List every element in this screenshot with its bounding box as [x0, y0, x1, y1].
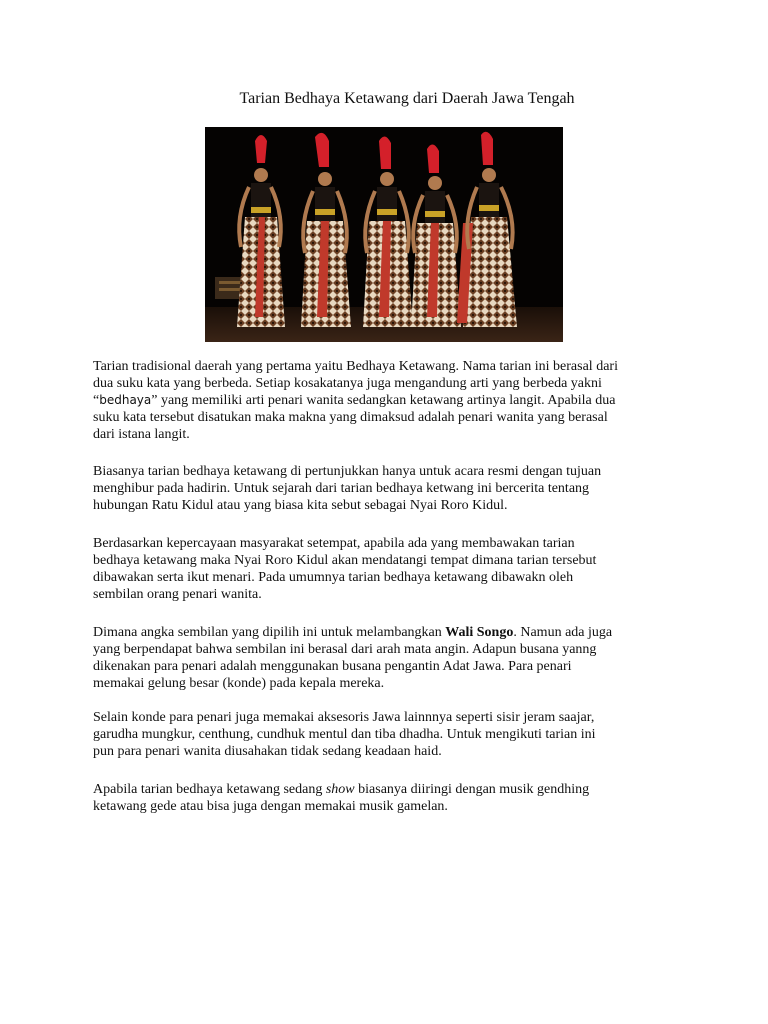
paragraph-4-line-3: dikenakan para penari adalah menggunakan busana pengantin Adat Jawa. Para penari: [93, 659, 572, 674]
paragraph-6: [93, 781, 693, 815]
paragraph-3-line-1: Berdasarkan kepercayaan masyarakat setempat, apabila ada yang membawakan tarian: [93, 536, 575, 551]
paragraph-3-line-4: sembilan orang penari wanita.: [93, 587, 262, 602]
paragraph-4-line-1: [93, 624, 693, 641]
show-term: show: [325, 782, 355, 797]
paragraph-2-line-3: hubungan Ratu Kidul atau yang biasa kita sebut sebagai Nyai Roro Kidul.: [93, 498, 508, 513]
paragraph-4-line-4: memakai gelung besar (konde) pada kepala mereka.: [93, 676, 385, 691]
paragraph-4-line-2: yang berpendapat bahwa sembilan ini berasal dari arah mata angin. Adapun busana yanng: [93, 642, 597, 657]
paragraph-1-line-4: suku kata tersebut disatukan maka makna yang dimaksud adalah penari wanita yang berasal: [93, 410, 608, 425]
paragraph-6-line-1-pre: Apabila tarian bedhaya ketawang sedang: [93, 782, 326, 797]
paragraph-5: [93, 709, 693, 760]
paragraph-2: [93, 463, 693, 514]
paragraph-6-line-2: ketawang gede atau bisa juga dengan memakai musik gamelan.: [93, 799, 448, 814]
paragraph-1-line-3: [93, 392, 693, 409]
paragraph-3-line-2: bedhaya ketawang maka Nyai Roro Kidul akan mendatangi tempat dimana tarian tersebut: [93, 553, 597, 568]
paragraph-1-line-2: dua suku kata yang berbeda. Setiap kosakatanya juga mengandung arti yang berbeda yakni: [93, 376, 602, 391]
wali-songo-term: Wali Songo: [445, 625, 514, 640]
paragraph-6-line-1: [93, 781, 693, 798]
paragraph-3-line-3: dibawakan serta ikut menari. Pada umumnya tarian bedhaya ketawang dibawakn oleh: [93, 570, 574, 585]
paragraph-4: [93, 624, 693, 692]
paragraph-1-line-1: Tarian tradisional daerah yang pertama yaitu Bedhaya Ketawang. Nama tarian ini berasal dari: [93, 359, 618, 374]
paragraph-4-line-1-post: . Namun ada juga: [513, 625, 613, 640]
paragraph-1-line-5: dari istana langit.: [93, 427, 190, 442]
paragraph-4-line-1-pre: Dimana angka sembilan yang dipilih ini untuk melambangkan: [93, 625, 446, 640]
paragraph-2-line-2: menghibur pada hadirin. Untuk sejarah dari tarian bedhaya ketwang ini bercerita tentang: [93, 481, 590, 496]
paragraph-3: [93, 535, 693, 603]
document-title: Tarian Bedhaya Ketawang dari Daerah Jawa Tengah: [239, 90, 575, 107]
paragraph-6-line-1-post: biasanya diiringi dengan musik gendhing: [354, 782, 590, 797]
paragraph-2-line-1: Biasanya tarian bedhaya ketawang di pertunjukkan hanya untuk acara resmi dengan tujuan: [93, 464, 602, 479]
paragraph-5-line-3: pun para penari wanita diusahakan tidak sedang keadaan haid.: [93, 744, 442, 759]
dancers-photo: [205, 127, 563, 342]
paragraph-1-line-3-rest: ” yang memiliki arti penari wanita sedangkan ketawang artinya langit. Apabila dua: [151, 393, 616, 408]
paragraph-5-line-2: garudha mungkur, centhung, cundhuk mentul dan tiba dhadha. Untuk mengikuti tarian ini: [93, 727, 596, 742]
bedhaya-term: bedhaya: [99, 393, 152, 407]
open-quote: “: [93, 393, 100, 408]
paragraph-1: [93, 358, 693, 443]
paragraph-5-line-1: Selain konde para penari juga memakai aksesoris Jawa lainnnya seperti sisir jeram saajar,: [93, 710, 595, 725]
